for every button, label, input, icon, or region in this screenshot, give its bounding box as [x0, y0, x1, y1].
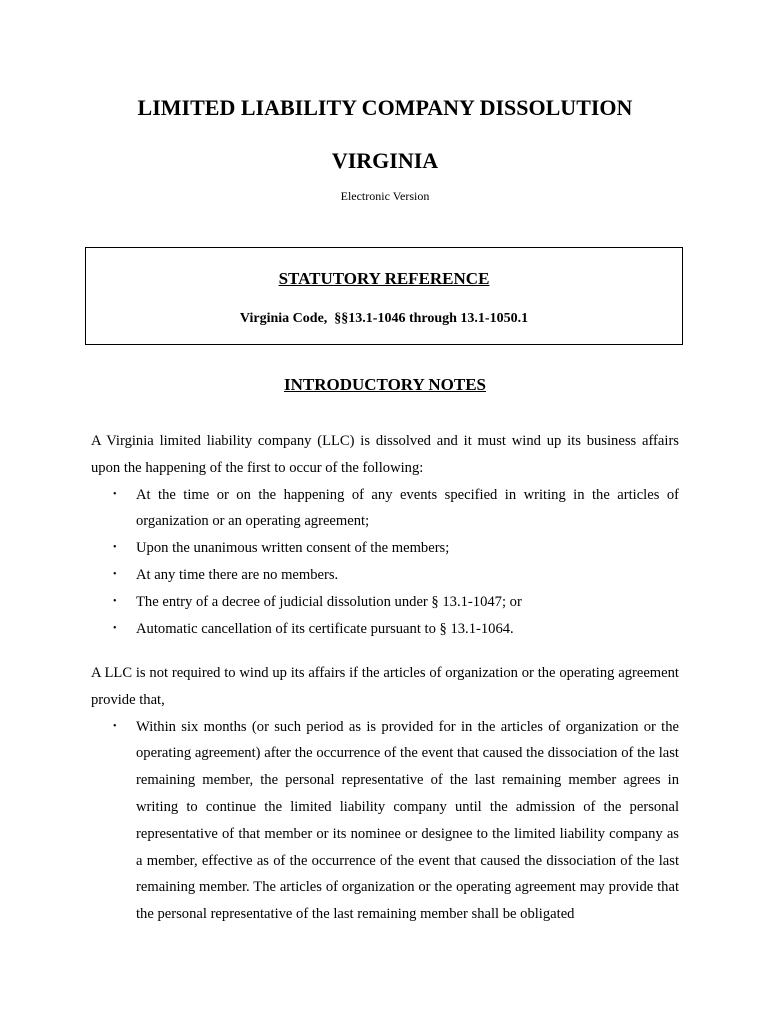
dissolution-events-list — [91, 482, 679, 643]
bullet-icon: • — [113, 568, 117, 580]
list-item-text: At any time there are no members. — [136, 566, 339, 583]
list-item — [91, 562, 679, 589]
bullet-icon: • — [113, 720, 117, 732]
bullet-icon: • — [113, 542, 117, 554]
document-state: VIRGINIA — [331, 148, 439, 173]
list-item — [91, 616, 679, 643]
list-item — [91, 535, 679, 562]
list-item — [91, 714, 679, 928]
intro-paragraph-1: A Virginia limited liability company (LLC) is dissolved and it must wind up its business affairs upon the happening of the first to occur of the following: — [91, 433, 679, 476]
bullet-icon: • — [113, 595, 117, 607]
bullet-icon: • — [113, 622, 117, 634]
list-item-text: Automatic cancellation of its certificate pursuant to § 13.1-1064. — [136, 620, 514, 637]
bullet-icon: • — [113, 488, 117, 500]
list-item — [91, 589, 679, 616]
intro-paragraph-1-block — [91, 428, 679, 642]
document-title: LIMITED LIABILITY COMPANY DISSOLUTION — [137, 95, 633, 120]
statutory-reference-heading: STATUTORY REFERENCE — [278, 269, 490, 288]
list-item — [91, 482, 679, 536]
introductory-notes-heading: INTRODUCTORY NOTES — [283, 375, 487, 394]
statutory-reference-box — [85, 247, 683, 345]
list-item-text: Within six months (or such period as is provided for in the articles of organization or the operating agreement) after the occurrence of the event that caused the dissociation of the last remaining member, the personal representative of the last remaining member agrees in writing to continue the limited liability company until the admission of the personal representative of that member or its nominee or designee to the limited liability company as a member, effective as of the occurrence of the event that caused the dissociation of the last remaining member. The articles of organization or the operating agreement may provide that the personal representative of the last remaining member shall be obligated — [136, 718, 679, 923]
document-subtitle: Electronic Version — [340, 189, 430, 203]
statutory-reference-citation: Virginia Code, §§13.1-1046 through 13.1-1050.1 — [239, 311, 529, 326]
list-item-text: Upon the unanimous written consent of the members; — [136, 540, 450, 557]
continuation-conditions-list — [91, 714, 679, 928]
list-item-text: The entry of a decree of judicial dissolution under § 13.1-1047; or — [136, 593, 522, 610]
intro-paragraph-2-block — [91, 660, 679, 928]
list-item-text: At the time or on the happening of any events specified in writing in the articles of organization or an operating agreement; — [136, 486, 679, 530]
intro-paragraph-2: A LLC is not required to wind up its affairs if the articles of organization or the operating agreement provide that, — [91, 665, 679, 708]
